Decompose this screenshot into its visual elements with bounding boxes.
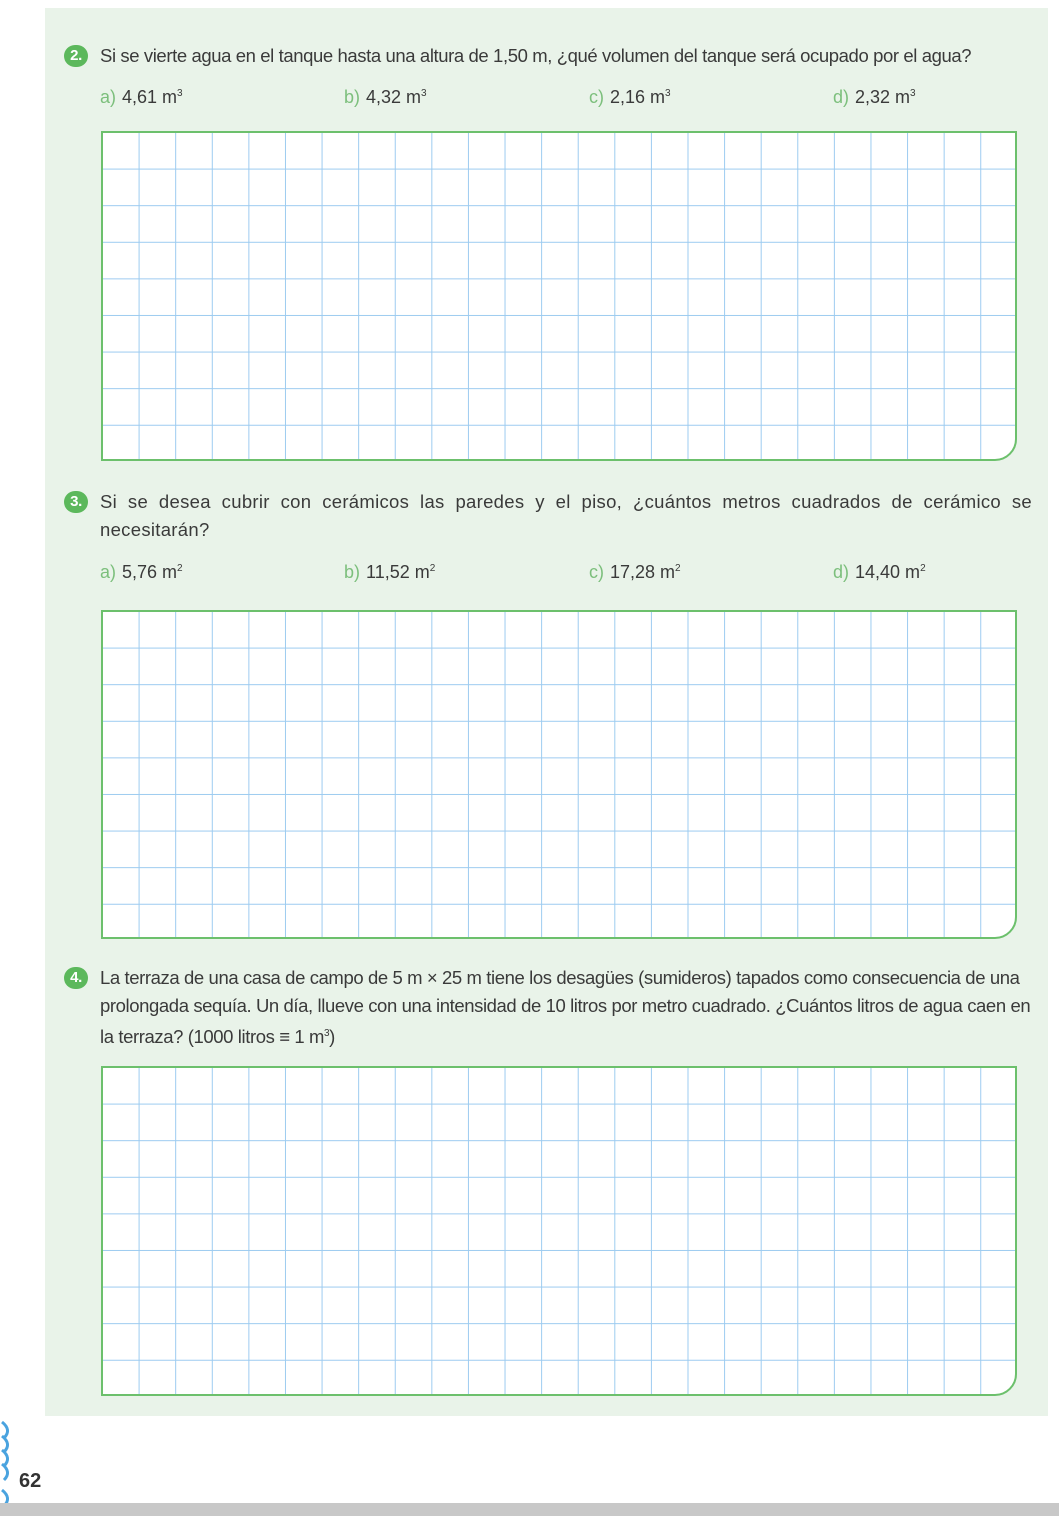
answer-options-q2 [100,87,1020,115]
option-b[interactable]: b) 4,32 $m^3$ [344,87,427,107]
option-d[interactable]: d) 2,32 $m^3$ [833,87,916,107]
page-number: 62 [19,1470,42,1492]
answer-grid-q2[interactable] [101,131,1017,461]
option-a[interactable]: a) 4,61 $m^3$ [100,87,183,107]
question-number-badge: 3. [64,491,88,513]
question-number-badge: 2. [64,45,88,67]
question-text: Si se vierte agua en el tanque hasta una altura de 1,50 m, ¿qué volumen del tanque será ocupado por el agua? [100,45,972,66]
option-d[interactable]: d) 14,40 $m^2$ [833,562,926,582]
question-4 [64,964,1032,1051]
decorative-stripes-icon [0,1420,22,1516]
question-3 [64,488,1032,544]
option-b[interactable]: b) 11,52 $m^2$ [344,562,436,582]
option-c[interactable]: c) 17,28 $m^2$ [589,562,681,582]
bottom-bar [0,1503,1059,1516]
question-text: Si se desea cubrir con cerámicos las paredes y el piso, ¿cuántos metros cuadrados de cerámico se necesitarán? [100,491,1032,540]
question-text: La terraza de una casa de campo de 5 m × 25 m tiene los desagües (sumideros) tapados como consecuencia de una prolongada sequía. Un día, llueve con una intensidad de 10 litros por metro cuadrado. ¿Cuántos litros de agua caen en la terraza? (1000 litros ≡ 1 $m^3$) [100,967,1031,1047]
answer-grid-q4[interactable] [101,1066,1017,1396]
option-a[interactable]: a) 5,76 $m^2$ [100,562,183,582]
answer-options-q3 [100,562,1020,590]
question-2 [64,42,1032,70]
question-number-badge: 4. [64,967,88,989]
answer-grid-q3[interactable] [101,610,1017,939]
option-c[interactable]: c) 2,16 $m^3$ [589,87,671,107]
